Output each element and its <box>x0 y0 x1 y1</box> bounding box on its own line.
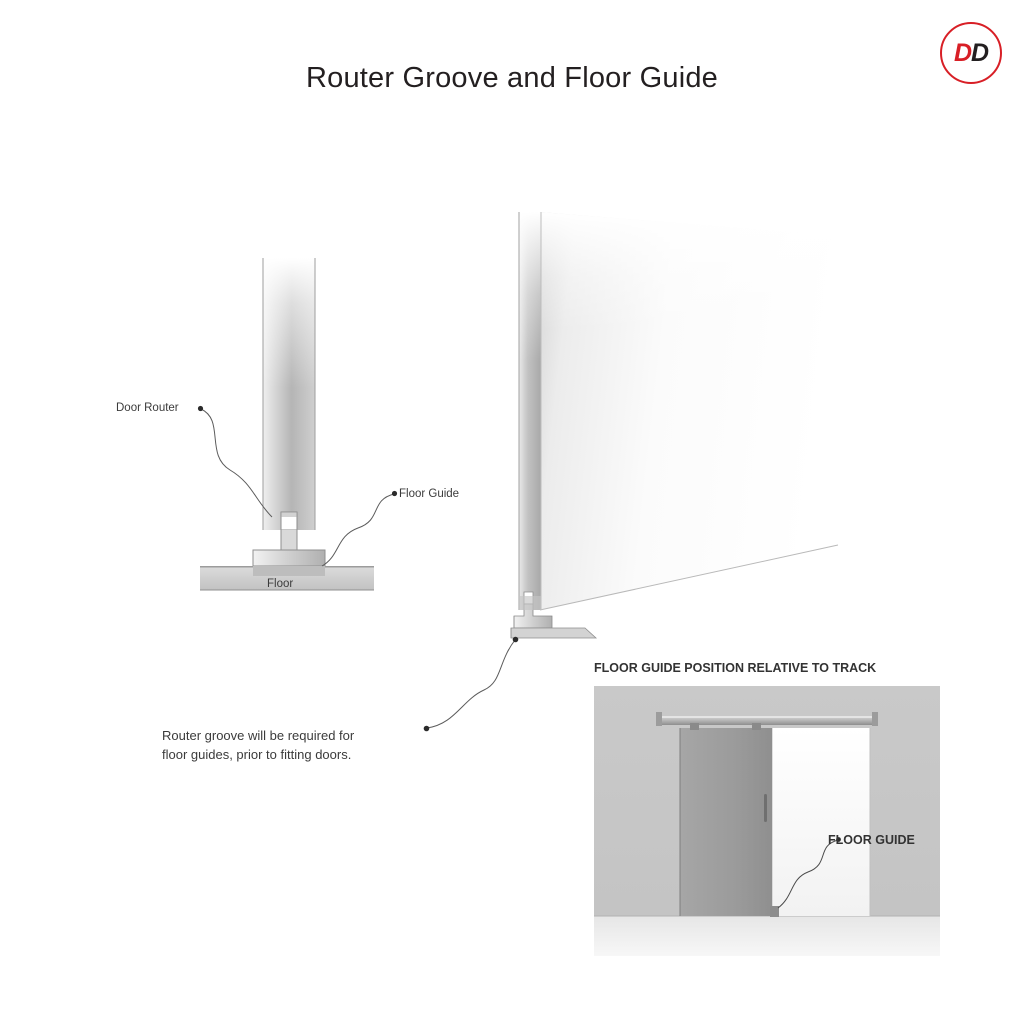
door-section-highlight <box>263 258 315 388</box>
leader-dot-floor-guide-left <box>392 491 397 496</box>
logo-letter-first: D <box>953 38 971 67</box>
inset-door-opening <box>772 728 870 916</box>
perspective-guide-plate <box>511 628 596 638</box>
inset-callout-label: FLOOR GUIDE <box>828 833 915 847</box>
floor-guide-stem <box>281 530 297 550</box>
inset-heading: FLOOR GUIDE POSITION RELATIVE TO TRACK <box>594 661 877 675</box>
label-floor: Floor <box>267 578 294 590</box>
leader-floor-guide-left <box>322 494 394 566</box>
inset-hanger-left <box>690 723 699 730</box>
router-groove-shadow <box>281 512 297 517</box>
inset-track-endcap-left <box>656 712 662 726</box>
logo-letter-second: D <box>971 38 989 67</box>
note-leader-group <box>424 637 519 732</box>
leader-dot-door-router <box>198 406 203 411</box>
leader-door-router <box>201 409 272 517</box>
leader-dot-note-end <box>513 637 519 643</box>
inset-track-endcap-right <box>872 712 878 726</box>
page-title: Router Groove and Floor Guide <box>305 62 718 94</box>
inset-hanger-right <box>752 723 761 730</box>
inset-floor <box>594 916 940 956</box>
inset-track-highlight <box>656 716 878 718</box>
perspective-door-drawing <box>511 212 838 638</box>
perspective-door-top-fade <box>540 212 838 330</box>
note-text <box>162 727 432 765</box>
perspective-door-foot-shade <box>519 596 541 610</box>
leader-note <box>427 640 515 728</box>
note-line-2: floor guides, prior to fitting doors. <box>162 746 352 762</box>
inset-artwork <box>594 668 940 956</box>
perspective-door-edge-fade <box>519 212 541 362</box>
inset-sliding-door <box>680 728 772 916</box>
floor-guide-base-plate <box>253 566 325 576</box>
note-line-1: Router groove will be required for <box>162 728 355 743</box>
inset-door-handle <box>764 794 767 822</box>
label-floor-guide: Floor Guide <box>399 488 460 500</box>
inset-floor-guide <box>770 906 779 917</box>
inset-panel <box>594 661 940 956</box>
cross-section-drawing <box>198 258 397 590</box>
label-door-router: Door Router <box>116 402 179 414</box>
